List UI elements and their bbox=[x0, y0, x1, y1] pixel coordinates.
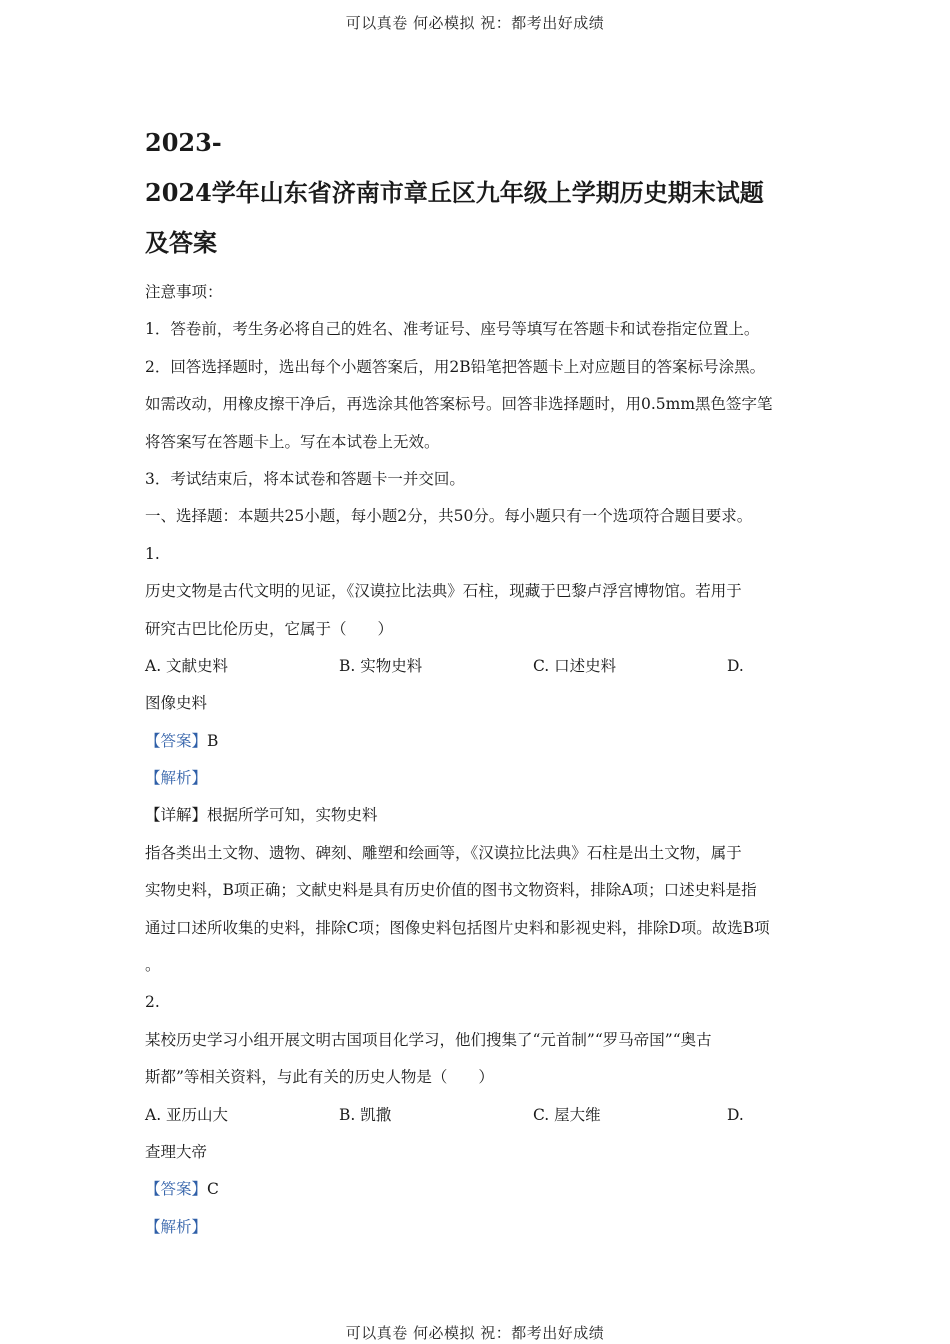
note-item-1: 1．答卷前，考生务必将自己的姓名、准考证号、座号等填写在答题卡和试卷指定位置上。 bbox=[145, 320, 760, 339]
question-1-detail-line-4: 通过口述所收集的史料，排除C项；图像史料包括图片史料和影视史料，排除D项。故选B项 bbox=[145, 918, 770, 937]
question-2-number: 2. bbox=[145, 993, 160, 1012]
title-line-2: 2024学年山东省济南市章丘区九年级上学期历史期末试题 bbox=[145, 178, 764, 207]
question-1-option-d: D. bbox=[727, 656, 744, 675]
title-line-1: 2023- bbox=[145, 128, 222, 157]
question-1-option-d-text: 图像史料 bbox=[145, 694, 208, 713]
question-1-option-b: B. 实物史料 bbox=[339, 656, 423, 675]
answer-tag: 【答案】 bbox=[145, 731, 208, 750]
title-line-3: 及答案 bbox=[145, 228, 217, 257]
question-1-answer bbox=[145, 723, 810, 760]
question-1-option-a: A. 文献史料 bbox=[145, 656, 229, 675]
notes-heading: 注意事项： bbox=[145, 283, 223, 301]
question-2-option-a: A. 亚历山大 bbox=[145, 1105, 229, 1124]
answer-tag: 【答案】 bbox=[145, 1180, 208, 1199]
note-item-2-line-3: 将答案写在答题卡上。写在本试卷上无效。 bbox=[145, 432, 440, 451]
note-item-3: 3．考试结束后，将本试卷和答题卡一并交回。 bbox=[145, 469, 465, 488]
note-item-2-line-1: 2．回答选择题时，选出每个小题答案后，用2B铅笔把答题卡上对应题目的答案标号涂黑。 bbox=[145, 357, 766, 376]
footer-banner: 可以真卷 何必模拟 祝：都考出好成绩 bbox=[345, 1324, 605, 1342]
header-banner: 可以真卷 何必模拟 祝：都考出好成绩 bbox=[345, 14, 605, 32]
question-1-stem-line-1: 历史文物是古代文明的见证，《汉谟拉比法典》石柱，现藏于巴黎卢浮宫博物馆。若用于 bbox=[145, 582, 742, 601]
question-2-stem-line-1: 某校历史学习小组开展文明古国项目化学习，他们搜集了“元首制”“罗马帝国”“奥古 bbox=[145, 1030, 712, 1049]
question-1-stem-line-2: 研究古巴比伦历史，它属于（ ） bbox=[145, 619, 394, 638]
question-2-options bbox=[145, 1097, 810, 1134]
analysis-tag: 【解析】 bbox=[145, 1217, 208, 1236]
detail-tag: 【详解】 bbox=[145, 806, 208, 825]
question-1-options bbox=[145, 648, 810, 685]
question-1-detail-line-5: 。 bbox=[145, 956, 161, 975]
question-1-option-c: C. 口述史料 bbox=[533, 656, 617, 675]
question-2-stem-line-2: 斯都”等相关资料，与此有关的历史人物是（ ） bbox=[145, 1068, 494, 1087]
answer-value: B bbox=[207, 731, 219, 750]
question-1-detail-line-1 bbox=[145, 797, 810, 834]
question-1-detail-line-2: 指各类出土文物、遗物、碑刻、雕塑和绘画等，《汉谟拉比法典》石柱是出土文物，属于 bbox=[145, 843, 742, 862]
question-2-analysis bbox=[145, 1209, 810, 1246]
detail-text: 根据所学可知，实物史料 bbox=[207, 806, 378, 825]
page-title bbox=[145, 118, 810, 268]
answer-value: C bbox=[207, 1180, 219, 1199]
question-2-option-c: C. 屋大维 bbox=[533, 1105, 601, 1124]
analysis-tag: 【解析】 bbox=[145, 769, 208, 788]
document-body bbox=[145, 118, 810, 1246]
question-2-option-d: D. bbox=[727, 1105, 744, 1124]
question-1-number: 1. bbox=[145, 544, 160, 563]
note-item-2-line-2: 如需改动，用橡皮擦干净后，再选涂其他答案标号。回答非选择题时，用0.5mm黑色签字笔 bbox=[145, 395, 773, 414]
question-2-option-d-text: 查理大帝 bbox=[145, 1142, 208, 1161]
question-1-analysis bbox=[145, 760, 810, 797]
question-2-answer bbox=[145, 1171, 810, 1208]
section-heading: 一、选择题：本题共25小题，每小题2分，共50分。每小题只有一个选项符合题目要求。 bbox=[145, 507, 753, 526]
question-1-detail-line-3: 实物史料，B项正确；文献史料是具有历史价值的图书文物资料，排除A项；口述史料是指 bbox=[145, 881, 757, 900]
question-2-option-b: B. 凯撒 bbox=[339, 1105, 392, 1124]
